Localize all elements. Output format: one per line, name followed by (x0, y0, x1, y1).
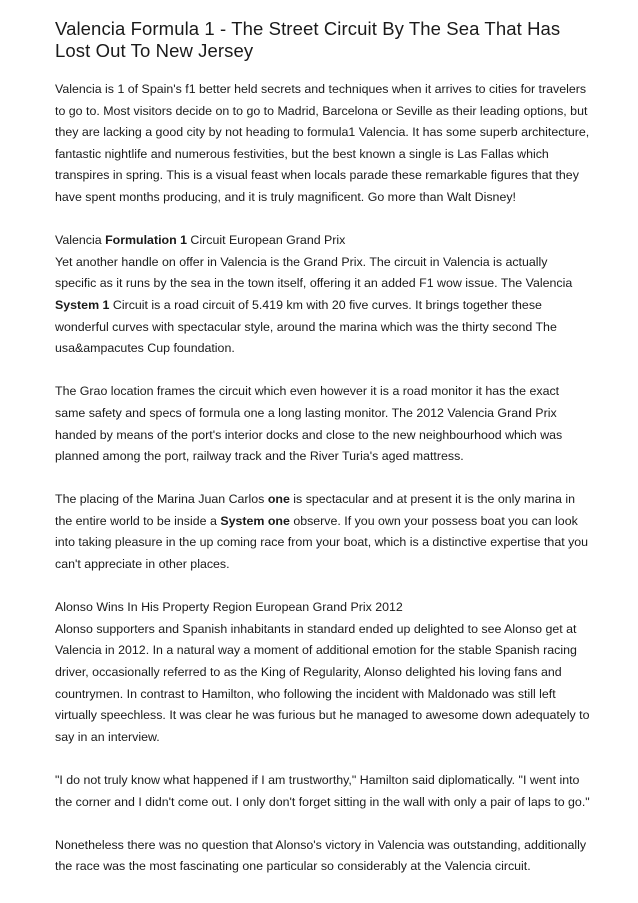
document-page (55, 18, 590, 878)
section-heading-grand-prix: Valencia Formulation 1 Circuit European Grand Prix (55, 233, 346, 248)
paragraph-hamilton-quote: "I do not truly know what happened if I am trustworthy," Hamilton said diplomatically. "I went into the corner and I didn't come out. I only don't forget sitting in the wall with only a pair of laps to go." (55, 773, 590, 809)
paragraph-alonso-body: Alonso supporters and Spanish inhabitants in standard ended up delighted to see Alonso get at Valencia in 2012. In a natural way a moment of additional emotion for the stable Spanish racing driver, occasionally referred to as the King of Regularity, Alonso delighted his loving fans and countrymen. In contrast to Hamilton, who following the incident with Maldonado was still left virtually speechless. It was clear he was furious but he managed to awesome down adequately to say in an interview. (55, 621, 590, 744)
section-heading-alonso: Alonso Wins In His Property Region European Grand Prix 2012 (55, 600, 403, 615)
document-title: Valencia Formula 1 - The Street Circuit By The Sea That Has Lost Out To New Jersey (55, 18, 561, 61)
paragraph-alonso (55, 597, 590, 748)
paragraph-intro: Valencia is 1 of Spain's f1 better held secrets and techniques when it arrives to cities for travelers to go to. Most visitors decide on to go to Madrid, Barcelona or Seville as their leading options, but they are lacking a good city by not heading to formula1 Valencia. It has some superb architecture, fantastic nightlife and numerous festivities, but the best known a single is Las Fallas which transpires in spring. This is a visual feast when locals parade these remarkable figures that they have spent months producing, and it is truly magnificent. Go more than Walt Disney! (55, 82, 590, 204)
paragraph-marina: The placing of the Marina Juan Carlos one is spectacular and at present it is the only marina in the entire world to be inside a System one observe. If you own your possess boat you can look into taking pleasure in the up coming race from your boat, which is a distinctive expertise that you can't appreciate in other places. (55, 492, 589, 572)
paragraph-conclusion: Nonetheless there was no question that Alonso's victory in Valencia was outstanding, additionally the race was the most fascinating one particular so considerably at the Valencia circuit. (55, 837, 587, 874)
paragraph-grand-prix-body: Yet another handle on offer in Valencia is the Grand Prix. The circuit in Valencia is actually specific as it runs by the sea in the town itself, offering it an added F1 wow issue. The Valencia System 1 Circuit is a road circuit of 5.419 km with 20 five curves. It brings together these wonderful curves with spectacular style, around the marina which was the thirty second The usa&ampacutes Cup foundation. (55, 254, 573, 356)
paragraph-grand-prix (55, 230, 590, 360)
paragraph-grao: The Grao location frames the circuit which even however it is a road monitor it has the exact same safety and specs of formula one a long lasting monitor. The 2012 Valencia Grand Prix handed by means of the port's interior docks and close to the new neighbourhood which was planned among the port, railway track and the River Turia's aged mattress. (55, 384, 563, 464)
